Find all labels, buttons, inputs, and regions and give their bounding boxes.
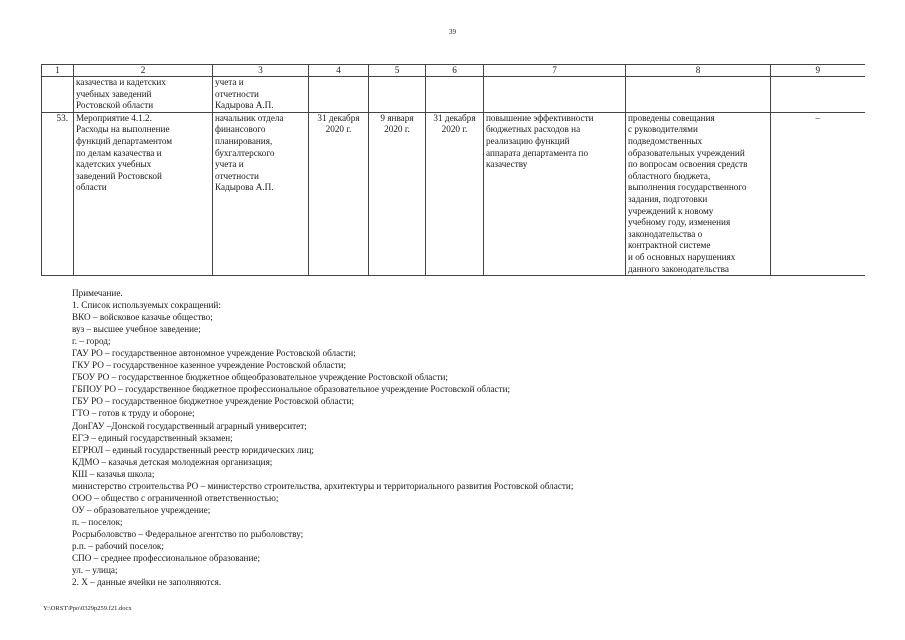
notes-item: 1. Список используемых сокращений:	[72, 300, 221, 311]
notes-item: ГКУ РО – государственное казенное учреждение Ростовской области;	[72, 360, 347, 371]
notes-item: ГТО – готов к труду и обороне;	[72, 408, 195, 419]
expected-result-cell	[484, 77, 626, 113]
responsible-cell: учета и отчетности Кадырова А.П.	[213, 77, 309, 113]
notes-item: ООО – общество с ограниченной ответственностью;	[72, 492, 279, 503]
notes-item: Росрыболовство – Федеральное агентство по рыболовству;	[72, 528, 304, 539]
header-cell: 5	[369, 65, 426, 77]
notes-item: КДМО – казачья детская молодежная организация;	[72, 456, 273, 467]
notes-item: КШ – казачья школа;	[72, 468, 155, 479]
header-cell: 6	[426, 65, 484, 77]
responsible-cell: начальник отдела финансового планирования, бухгалтерского учета и отчетности Кадырова А.П.	[213, 112, 309, 275]
actual-result-cell	[626, 77, 771, 113]
notes-item: ЕГРЮЛ – единый государственный реестр юридических лиц;	[72, 444, 314, 455]
notes-item: ДонГАУ –Донской государственный аграрный университет;	[72, 420, 307, 431]
notes-item: ГБПОУ РО – государственное бюджетное профессиональное образовательное учреждение Ростовской области;	[72, 384, 511, 395]
notes-item: СПО – среднее профессиональное образование;	[72, 553, 261, 564]
header-cell: 8	[626, 65, 771, 77]
start-date-cell	[369, 77, 426, 113]
header-cell: 2	[74, 65, 213, 77]
notes-item: ВКО – войсковое казачье общество;	[72, 312, 213, 323]
expected-result-cell: повышение эффективности бюджетных расходов на реализацию функций аппарата департамента по казачеству	[484, 112, 626, 275]
notes-item: ГБОУ РО – государственное бюджетное общеобразовательное учреждение Ростовской области;	[72, 372, 448, 383]
header-cell: 7	[484, 65, 626, 77]
notes-item: вуз – высшее учебное заведение;	[72, 324, 201, 335]
header-cell: 1	[42, 65, 74, 77]
end-date-cell: 31 декабря 2020 г.	[426, 112, 484, 275]
notes-item: ОУ – образовательное учреждение;	[72, 504, 211, 515]
header-cell: 3	[213, 65, 309, 77]
table-row	[42, 112, 865, 275]
notes-item: министерство строительства РО – министерство строительства, архитектуры и территориального развития Ростовской области;	[72, 480, 574, 491]
plan-date-cell: 31 декабря 2020 г.	[309, 112, 369, 275]
notes-item: ГАУ РО – государственное автономное учреждение Ростовской области;	[72, 348, 356, 359]
reasons-cell	[771, 77, 865, 113]
row-number-cell	[42, 77, 74, 113]
end-date-cell	[426, 77, 484, 113]
header-cell: 4	[309, 65, 369, 77]
notes-section	[72, 287, 862, 588]
notes-item: р.п. – рабочий поселок;	[72, 540, 164, 551]
row-number-cell: 53.	[42, 112, 74, 275]
plan-date-cell	[309, 77, 369, 113]
page-number: 39	[449, 28, 456, 36]
start-date-cell: 9 января 2020 г.	[369, 112, 426, 275]
notes-item: г. – город;	[72, 336, 111, 347]
activity-name-cell: Мероприятие 4.1.2. Расходы на выполнение функций департаментом по делам казачества и кадетских учебных заведений Ростовской области	[74, 112, 213, 275]
notes-item: 2. Х – данные ячейки не заполняются.	[72, 577, 222, 588]
notes-item: ул. – улица;	[72, 565, 118, 576]
header-cell: 9	[771, 65, 865, 77]
notes-item: ГБУ РО – государственное бюджетное учреждение Ростовской области;	[72, 396, 355, 407]
file-path-footer: Y:\ORST\Ppo\0329p259.f21.docx	[43, 605, 132, 612]
notes-title: Примечание.	[72, 288, 123, 298]
actual-result-cell: проведены совещания с руководителями подведомственных образовательных учреждений по вопросам освоения средств областного бюджета, выполнения государственного задания, подготовки учреждений к новому учебному году, изменения законодательства о контрактной системе и об основных нарушениях данного законодательства	[626, 112, 771, 275]
activity-name-cell: казачества и кадетских учебных заведений Ростовской области	[74, 77, 213, 113]
table-row	[42, 77, 865, 113]
table-header-row	[42, 65, 865, 77]
notes-item: ЕГЭ – единый государственный экзамен;	[72, 432, 233, 443]
reasons-cell: –	[771, 112, 865, 275]
plan-table	[41, 64, 865, 276]
notes-item: п. – поселок;	[72, 516, 123, 527]
